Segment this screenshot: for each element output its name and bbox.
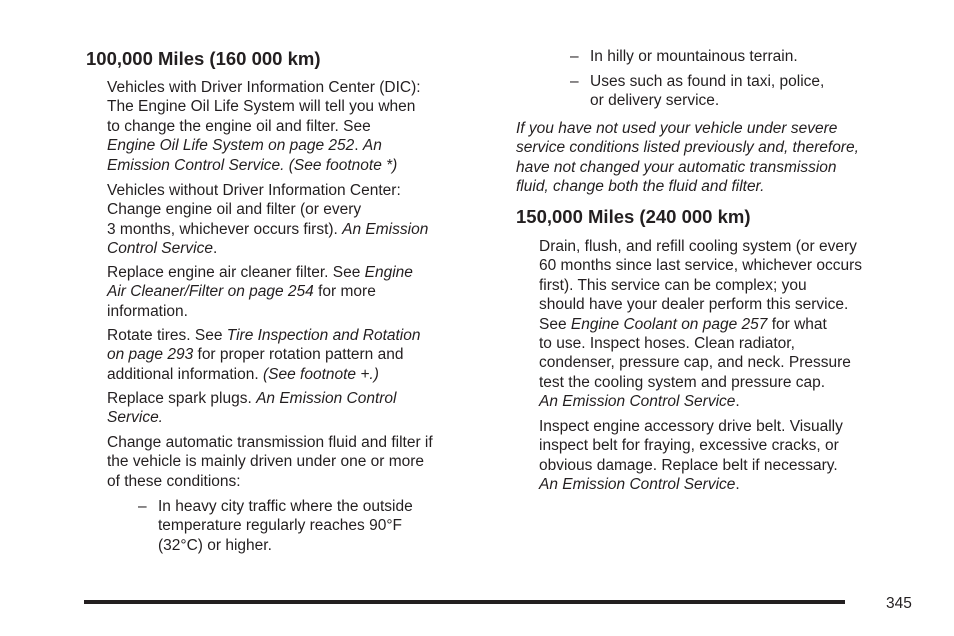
text-line: [107, 136, 421, 155]
note-severe-conditions: [516, 119, 859, 197]
text-line: [539, 475, 843, 494]
text-line: [107, 156, 421, 175]
paragraph-drive-belt: [539, 417, 843, 495]
link-an-emission-control[interactable]: An Emission: [342, 220, 429, 238]
link-service[interactable]: Service.: [107, 409, 163, 427]
text-line: [107, 282, 413, 301]
bullet-hilly-terrain: [590, 47, 798, 66]
text-fragment: See: [539, 315, 571, 333]
bullet-dash: –: [138, 498, 147, 515]
text-fragment: Rotate tires. See: [107, 327, 227, 344]
text-line: [107, 239, 428, 258]
text-line: [107, 220, 428, 239]
text-line: [107, 326, 421, 345]
text-line: should have your dealer perform this service.: [539, 296, 849, 314]
link-tire-inspection[interactable]: Tire Inspection and Rotation: [226, 327, 421, 344]
text-fragment: .: [212, 240, 218, 258]
text-line: [539, 315, 862, 334]
text-line: Vehicles with Driver Information Center (DIC):: [107, 79, 421, 96]
text-line: Inspect engine accessory drive belt. Visually: [539, 418, 843, 435]
page-number: 345: [886, 595, 912, 612]
text-line: condenser, pressure cap, and neck. Pressure: [539, 354, 851, 372]
paragraph-air-cleaner: [107, 263, 413, 321]
text-line: [107, 365, 421, 384]
text-line: [107, 345, 421, 364]
text-line: of these conditions:: [107, 472, 241, 490]
text-line: temperature regularly reaches 90°F: [158, 517, 402, 535]
text-fragment: .: [735, 393, 740, 411]
text-fragment: additional information.: [107, 365, 263, 383]
link-engine-oil-life-system[interactable]: Engine Oil Life System on page 252: [107, 137, 355, 155]
text-line: Change engine oil and filter (or every: [107, 201, 362, 219]
text-line: Uses such as found in taxi, police,: [590, 73, 825, 90]
paragraph-no-dic: [107, 181, 428, 259]
link-emission-control[interactable]: An Emission Control: [256, 390, 397, 407]
text-fragment: for proper rotation pattern and: [193, 346, 404, 364]
link-engine-air-cleaner[interactable]: Engine: [364, 264, 413, 281]
link-engine-coolant[interactable]: Engine Coolant on page 257: [570, 315, 768, 333]
text-line: Drain, flush, and refill cooling system (or every: [539, 238, 857, 255]
text-line: the vehicle is mainly driven under one or more: [107, 453, 425, 471]
text-line: inspect belt for fraying, excessive cracks, or: [539, 437, 839, 455]
footnote-reference: (See footnote +.): [262, 365, 379, 383]
text-fragment: .: [735, 476, 740, 494]
text-line: If you have not used your vehicle under severe: [516, 120, 838, 137]
section-heading-150000: 150,000 Miles (240 000 km): [516, 206, 751, 227]
text-fragment: for what: [767, 315, 827, 333]
text-fragment: Replace spark plugs.: [107, 390, 257, 407]
text-line: fluid, change both the fluid and filter.: [516, 178, 765, 196]
text-fragment: Replace engine air cleaner filter. See: [107, 264, 365, 281]
text-line: 60 months since last service, whichever occurs: [539, 257, 863, 275]
text-fragment: 3 months, whichever occurs first).: [107, 220, 343, 238]
text-line: have not changed your automatic transmission: [516, 158, 837, 176]
text-line: test the cooling system and pressure cap.: [539, 373, 826, 391]
link-page-293[interactable]: on page 293: [107, 346, 194, 364]
text-line: The Engine Oil Life System will tell you when: [107, 98, 416, 116]
bullet-dash: –: [570, 48, 579, 65]
text-line: In hilly or mountainous terrain.: [590, 48, 798, 65]
paragraph-spark-plugs: [107, 389, 396, 428]
link-control-service[interactable]: Control Service: [107, 240, 213, 258]
paragraph-transmission-fluid: [107, 433, 433, 491]
text-line: to change the engine oil and filter. See: [107, 117, 371, 135]
text-line: [107, 263, 413, 282]
bullet-dash: –: [570, 73, 579, 90]
text-fragment: .: [354, 137, 363, 155]
text-line: Vehicles without Driver Information Center:: [107, 182, 401, 199]
link-air-cleaner-filter[interactable]: Air Cleaner/Filter on page 254: [107, 283, 314, 301]
text-line: [107, 408, 396, 427]
link-emission-control-service[interactable]: An Emission Control Service: [539, 393, 736, 411]
text-line: [539, 392, 862, 411]
paragraph-dic-oil-life: [107, 78, 421, 175]
link-emission-control-service-cont[interactable]: Emission Control Service. (See footnote *): [107, 156, 398, 174]
footer-rule: [84, 600, 845, 604]
bullet-city-traffic: [158, 497, 413, 555]
text-line: (32°C) or higher.: [158, 536, 272, 554]
section-heading-100000: 100,000 Miles (160 000 km): [86, 48, 321, 69]
text-line: information.: [107, 302, 188, 320]
text-line: to use. Inspect hoses. Clean radiator,: [539, 335, 795, 353]
paragraph-rotate-tires: [107, 326, 421, 384]
text-line: [107, 389, 396, 408]
text-line: or delivery service.: [590, 92, 720, 110]
text-line: first). This service can be complex; you: [539, 276, 807, 294]
link-emission-control-service[interactable]: An Emission Control Service: [539, 476, 736, 494]
text-line: In heavy city traffic where the outside: [158, 498, 413, 515]
text-line: Change automatic transmission fluid and filter if: [107, 434, 433, 451]
text-line: obvious damage. Replace belt if necessary.: [539, 456, 838, 474]
paragraph-cooling-system: [539, 237, 862, 412]
link-emission-control-service[interactable]: An: [362, 137, 382, 155]
text-fragment: for more: [313, 283, 376, 301]
bullet-taxi-police: [590, 72, 824, 111]
text-line: service conditions listed previously and, therefore,: [516, 139, 859, 157]
